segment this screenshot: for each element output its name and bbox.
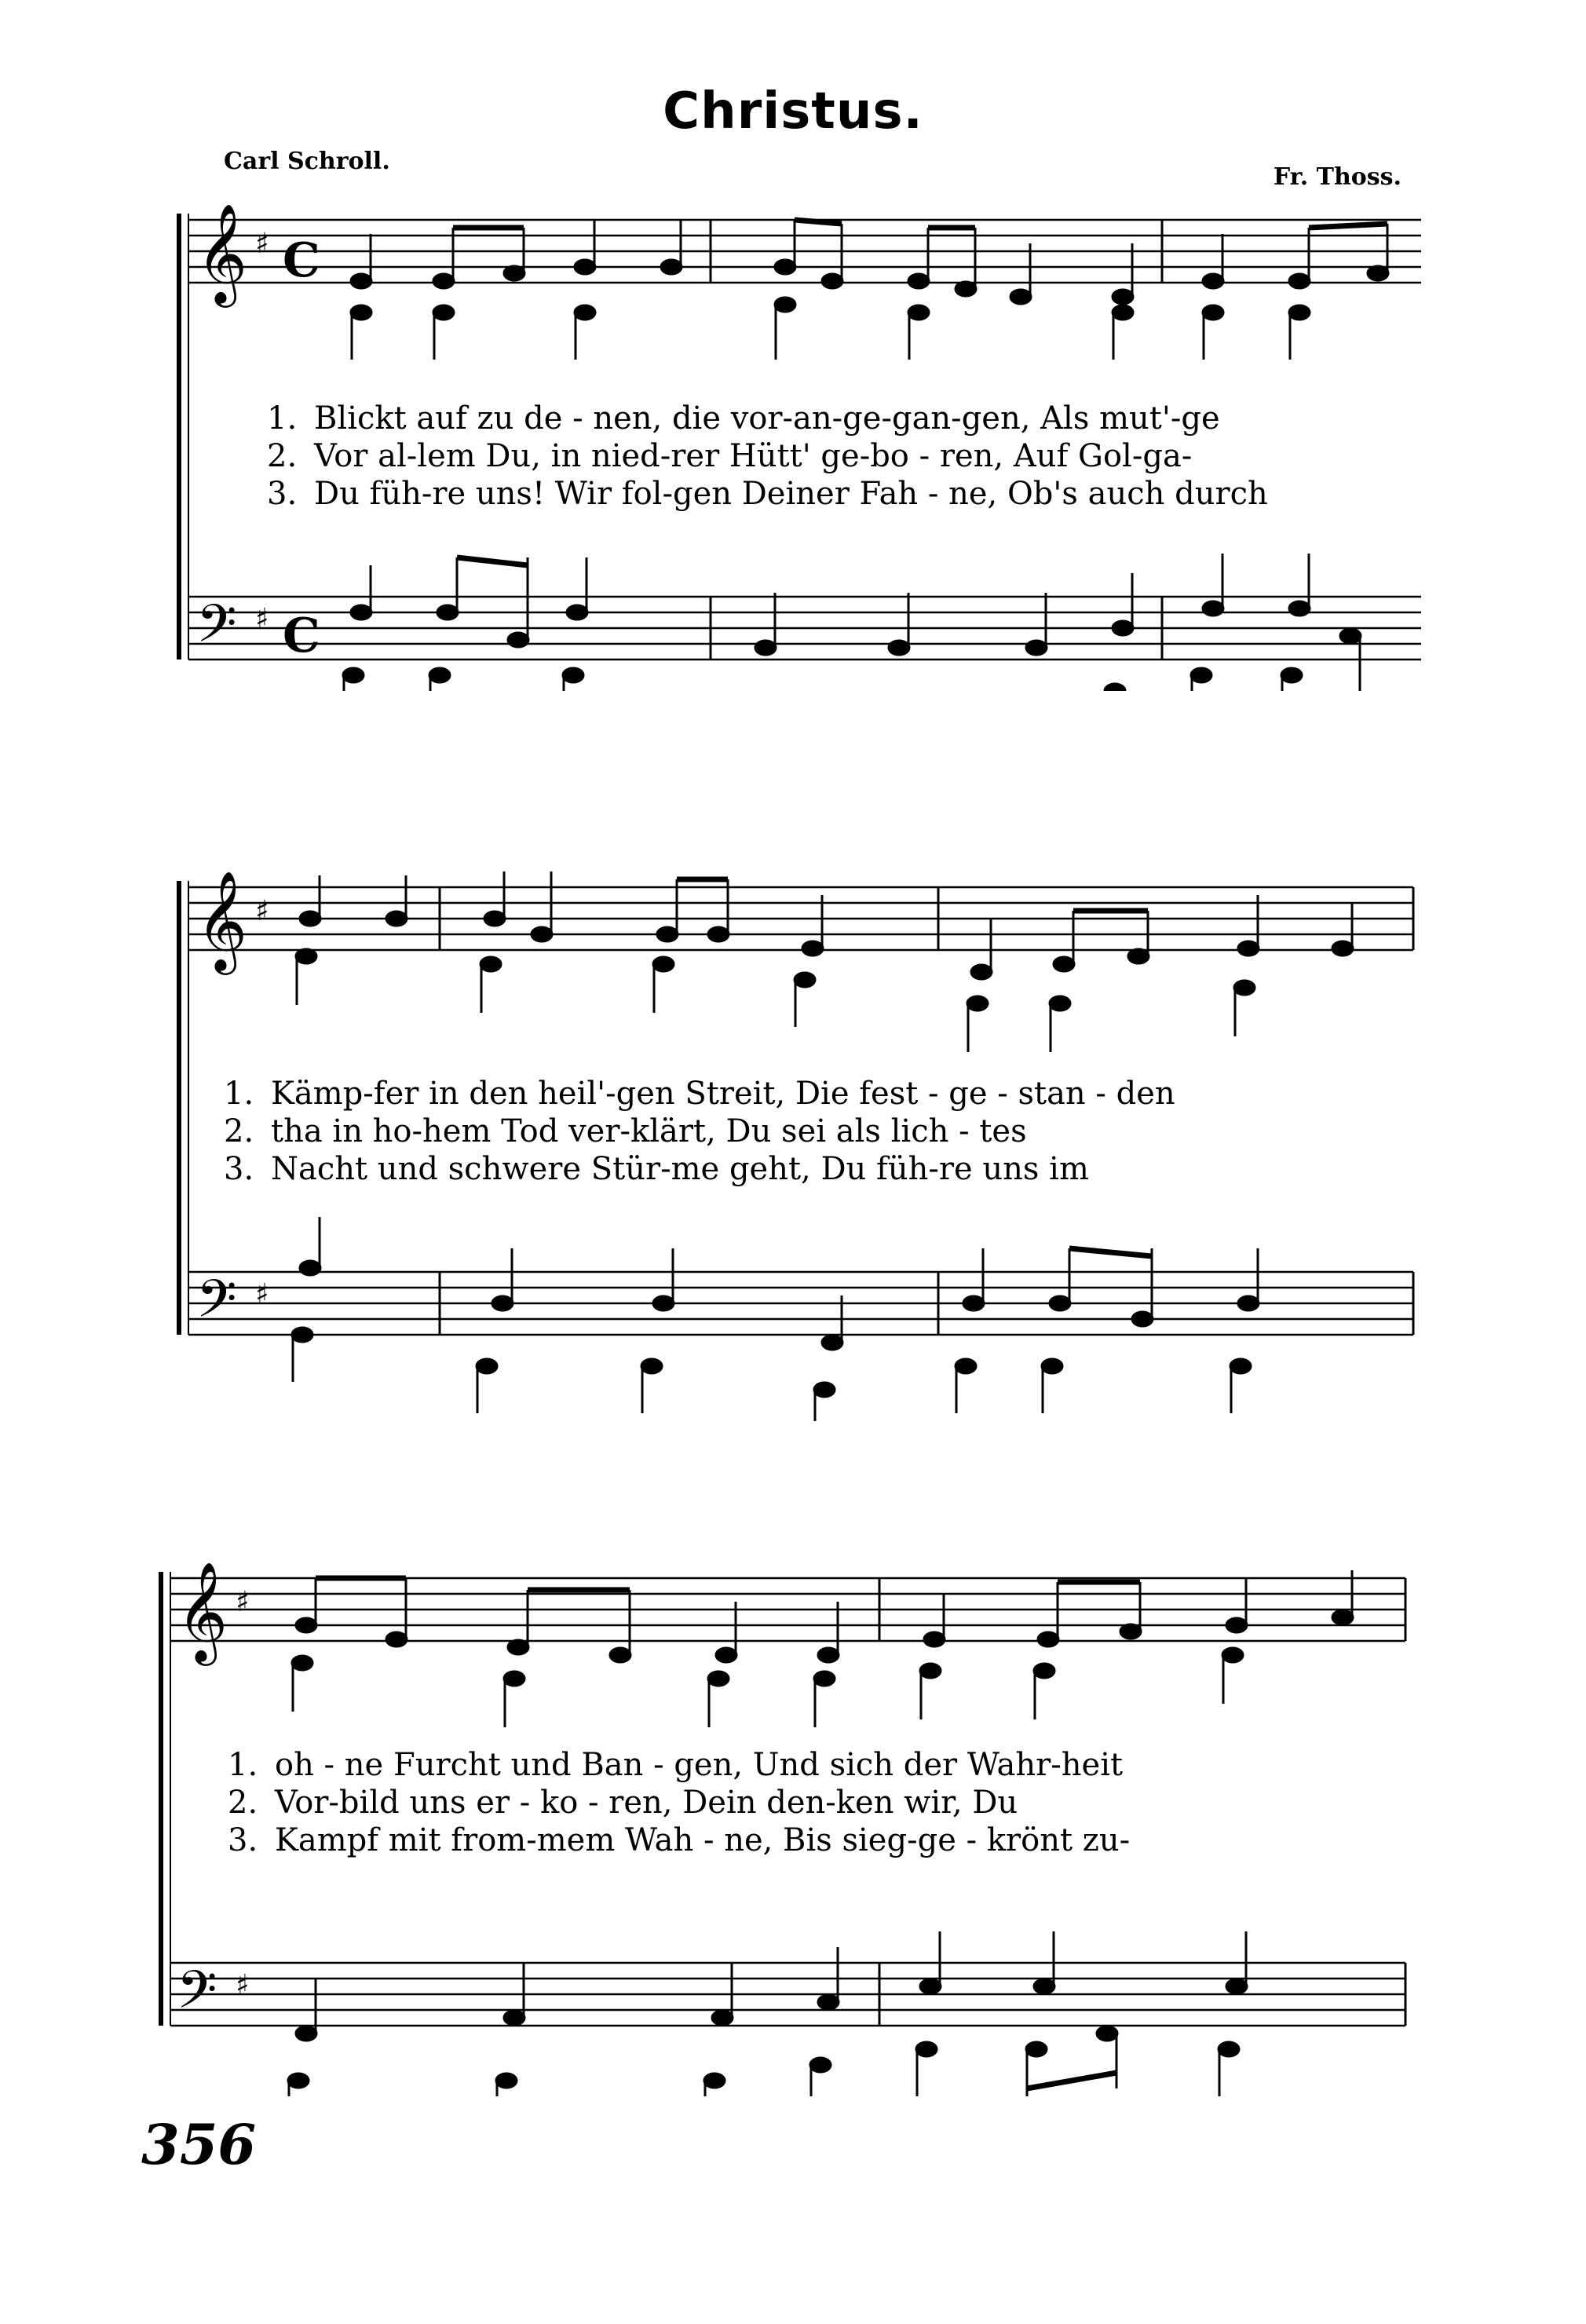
treble-notes: [296, 872, 1353, 1052]
lyric-line: 1. Blickt auf zu de - nen, die vor-an-ge-gan-gen, Als mut'-ge: [267, 400, 1220, 437]
lyric-line: 1. oh - ne Furcht und Ban - gen, Und sich der Wahr-heit: [228, 1747, 1124, 1783]
hymn-title: Christus.: [663, 82, 923, 141]
bass-notes: [343, 554, 1361, 691]
sharp-icon: ♯: [255, 603, 269, 635]
time-signature: C: [283, 608, 320, 663]
lyric-line: 2. tha in ho-hem Tod ver-klärt, Du sei als lich - tes: [224, 1113, 1027, 1149]
treble-clef-icon: 𝄞: [196, 204, 248, 303]
sharp-icon: ♯: [255, 228, 269, 260]
bass-clef-icon: 𝄢: [177, 1960, 217, 2033]
sharp-icon: ♯: [255, 895, 269, 927]
page-number: 356: [141, 2112, 257, 2177]
lyric-line: 3. Du füh-re uns! Wir fol-gen Deiner Fah - ne, Ob's auch durch: [267, 476, 1268, 512]
lyric-line: 3. Nacht und schwere Stür-me geht, Du füh-re uns im: [224, 1151, 1089, 1187]
bass-clef-icon: 𝄢: [196, 594, 237, 667]
bass-notes: [288, 1931, 1247, 2096]
bass-clef-icon: 𝄢: [196, 1269, 237, 1342]
lyric-line: 3. Kampf mit from-mem Wah - ne, Bis sieg-ge - krönt zu-: [228, 1822, 1131, 1858]
sharp-icon: ♯: [236, 1586, 250, 1618]
sharp-icon: ♯: [255, 1278, 269, 1310]
composer-name: Fr. Thoss.: [1273, 163, 1401, 191]
treble-clef-icon: 𝄞: [177, 1562, 228, 1661]
sharp-icon: ♯: [236, 1969, 250, 2001]
treble-notes: [351, 220, 1388, 360]
lyric-line: 1. Kämp-fer in den heil'-gen Streit, Die fest - ge - stan - den: [224, 1076, 1175, 1112]
lyric-line: 2. Vor al-lem Du, in nied-rer Hütt' ge-bo - ren, Auf Gol-ga-: [267, 438, 1193, 474]
lyricist-name: Carl Schroll.: [224, 148, 390, 175]
lyric-line: 2. Vor-bild uns er - ko - ren, Dein den-ken wir, Du: [228, 1785, 1018, 1821]
time-signature: C: [283, 233, 320, 288]
treble-clef-icon: 𝄞: [196, 872, 248, 970]
